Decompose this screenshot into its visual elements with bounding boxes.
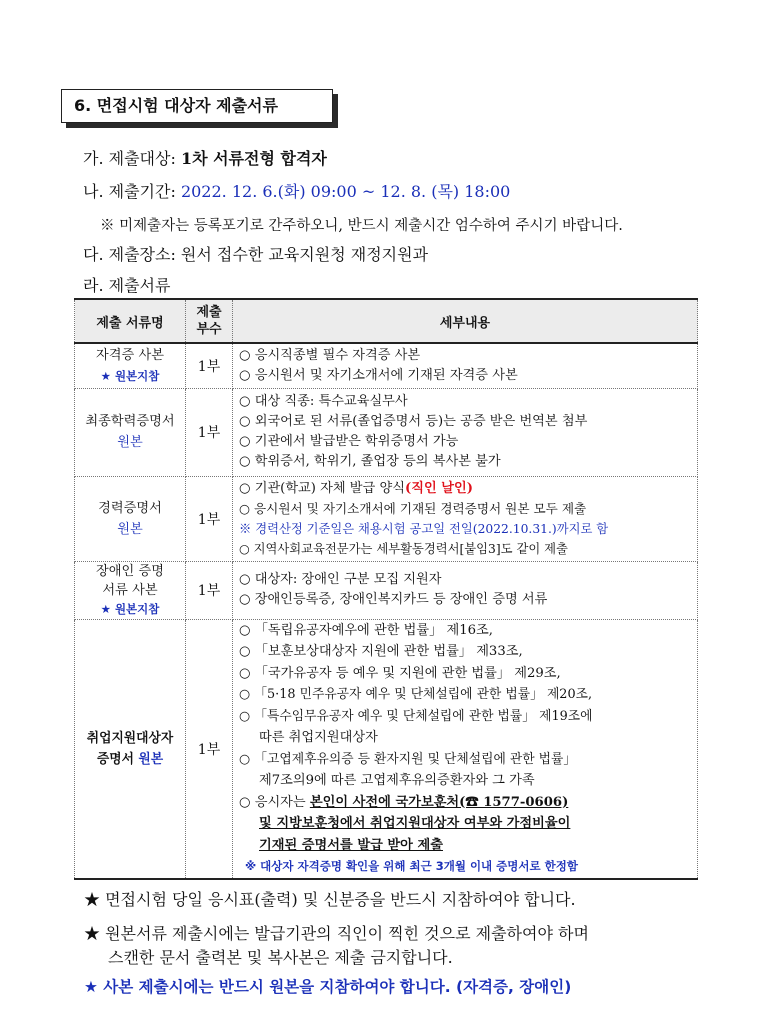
doc-name: 장애인 증명 서류 사본 ★ 원본지참 bbox=[75, 561, 186, 619]
footer-note-2: ★ 원본서류 제출시에는 발급기관의 직인이 찍힌 것으로 제출하여야 하며 bbox=[84, 924, 589, 943]
doc-count: 1부 bbox=[186, 388, 233, 476]
bring-original-badge: ★ 원본지참 bbox=[100, 368, 160, 383]
certificate-period-note: ※ 대상자 자격증명 확인을 위해 최근 3개월 이내 증명서로 한정함 bbox=[245, 859, 578, 873]
doc-name: 취업지원대상자 증명서 원본 bbox=[75, 619, 186, 879]
doc-detail: ○ 기관(학교) 자체 발급 양식(직인 날인) ○ 응시원서 및 자기소개서에 기재된 경력증명서 원본 모두 제출 ※ 경력산정 기준일은 채용시험 공고일 전일(2022.10.31.)까지로 함 ○ 지역사회교육전문가는 세부활동경력서[붙임3]도 같이 제출 bbox=[233, 476, 698, 561]
doc-count: 1부 bbox=[186, 619, 233, 879]
doc-detail: ○ 대상 직종: 특수교육실무사 ○ 외국어로 된 서류(졸업증명서 등)는 공증 받은 번역본 첨부 ○ 기관에서 발급받은 학위증명서 가능 ○ 학위증서, 학위기, 졸업장 등의 복사본 불가 bbox=[233, 388, 698, 476]
footer-note-3: ★ 사본 제출시에는 반드시 원본을 지참하여야 합니다. (자격증, 장애인) bbox=[84, 978, 572, 996]
footer-note-1: ★ 면접시험 당일 응시표(출력) 및 신분증을 반드시 지참하여야 합니다. bbox=[84, 890, 576, 909]
doc-name: 경력증명서 원본 bbox=[75, 476, 186, 561]
doc-detail: ○ 「독립유공자예우에 관한 법률」 제16조, ○ 「보훈보상대상자 지원에 관한 법률」 제33조, ○ 「국가유공자 등 예우 및 지원에 관한 법률」 제29조, ○ 「5·18 민주유공자 예우 및 단체설립에 관한 법률」 제20조, ○ 「특수임무유공자 예우 및 단체설립에 관한 법률」 제19조에 따른 취업지원대상자 ○ 「고엽제후유의증 등 환자지원 및 단체설립에 관한 법률」 제7조의9에 따른 고엽제후유의증환자와 그 가족 ○ 응시자는 본인이 사전에 국가보훈처(☎ 1577-0606) 및 지방보훈청에서 취업지원대상자 여부와 가점비율이 기재된 증명서를 발급 받아 제출 ※ 대상자 자격증명 확인을 위해 최근 3개월 이내 증명서로 한정함 bbox=[233, 619, 698, 879]
original-label: 원본 bbox=[138, 751, 164, 767]
table-header-row bbox=[75, 299, 698, 343]
doc-count: 1부 bbox=[186, 476, 233, 561]
header-name: 제출 서류명 bbox=[75, 299, 186, 343]
bring-original-badge: ★ 원본지참 bbox=[100, 601, 160, 616]
table-row bbox=[75, 388, 698, 476]
submit-period-line bbox=[83, 179, 510, 202]
submit-target-label: 가. 제출대상: bbox=[83, 149, 181, 168]
table-row bbox=[75, 619, 698, 879]
section-title: 6. 면접시험 대상자 제출서류 bbox=[61, 89, 333, 123]
table-row bbox=[75, 343, 698, 388]
table-row bbox=[75, 561, 698, 619]
documents-heading: 라. 제출서류 bbox=[83, 276, 171, 295]
submit-target-value: 1차 서류전형 합격자 bbox=[180, 149, 327, 168]
doc-name: 자격증 사본 ★ 원본지참 bbox=[75, 343, 186, 388]
doc-detail: ○ 응시직종별 필수 자격증 사본 ○ 응시원서 및 자기소개서에 기재된 자격증 사본 bbox=[233, 343, 698, 388]
original-label: 원본 bbox=[117, 435, 143, 450]
doc-count: 1부 bbox=[186, 343, 233, 388]
footer-note-2-cont: 스캔한 문서 출력본 및 복사본은 제출 금지합니다. bbox=[108, 948, 453, 967]
documents-table bbox=[74, 298, 698, 880]
deadline-note: ※ 미제출자는 등록포기로 간주하오니, 반드시 제출시간 엄수하여 주시기 바랍니다. bbox=[100, 218, 623, 234]
table-row bbox=[75, 476, 698, 561]
submit-period-value: 2022. 12. 6.(화) 09:00 ~ 12. 8. (목) 18:00 bbox=[180, 182, 511, 201]
doc-detail: ○ 대상자: 장애인 구분 모집 지원자 ○ 장애인등록증, 장애인복지카드 등 장애인 증명 서류 bbox=[233, 561, 698, 619]
submit-target-line bbox=[83, 146, 327, 169]
header-count: 제출 부수 bbox=[186, 299, 233, 343]
header-detail: 세부내용 bbox=[233, 299, 698, 343]
submit-period-label: 나. 제출기간: bbox=[83, 182, 181, 201]
submit-place-line: 다. 제출장소: 원서 접수한 교육지원청 재정지원과 bbox=[83, 245, 429, 264]
doc-count: 1부 bbox=[186, 561, 233, 619]
original-label: 원본 bbox=[117, 521, 143, 537]
doc-name: 최종학력증명서 원본 bbox=[75, 388, 186, 476]
seal-required-text: (직인 날인) bbox=[404, 480, 473, 496]
